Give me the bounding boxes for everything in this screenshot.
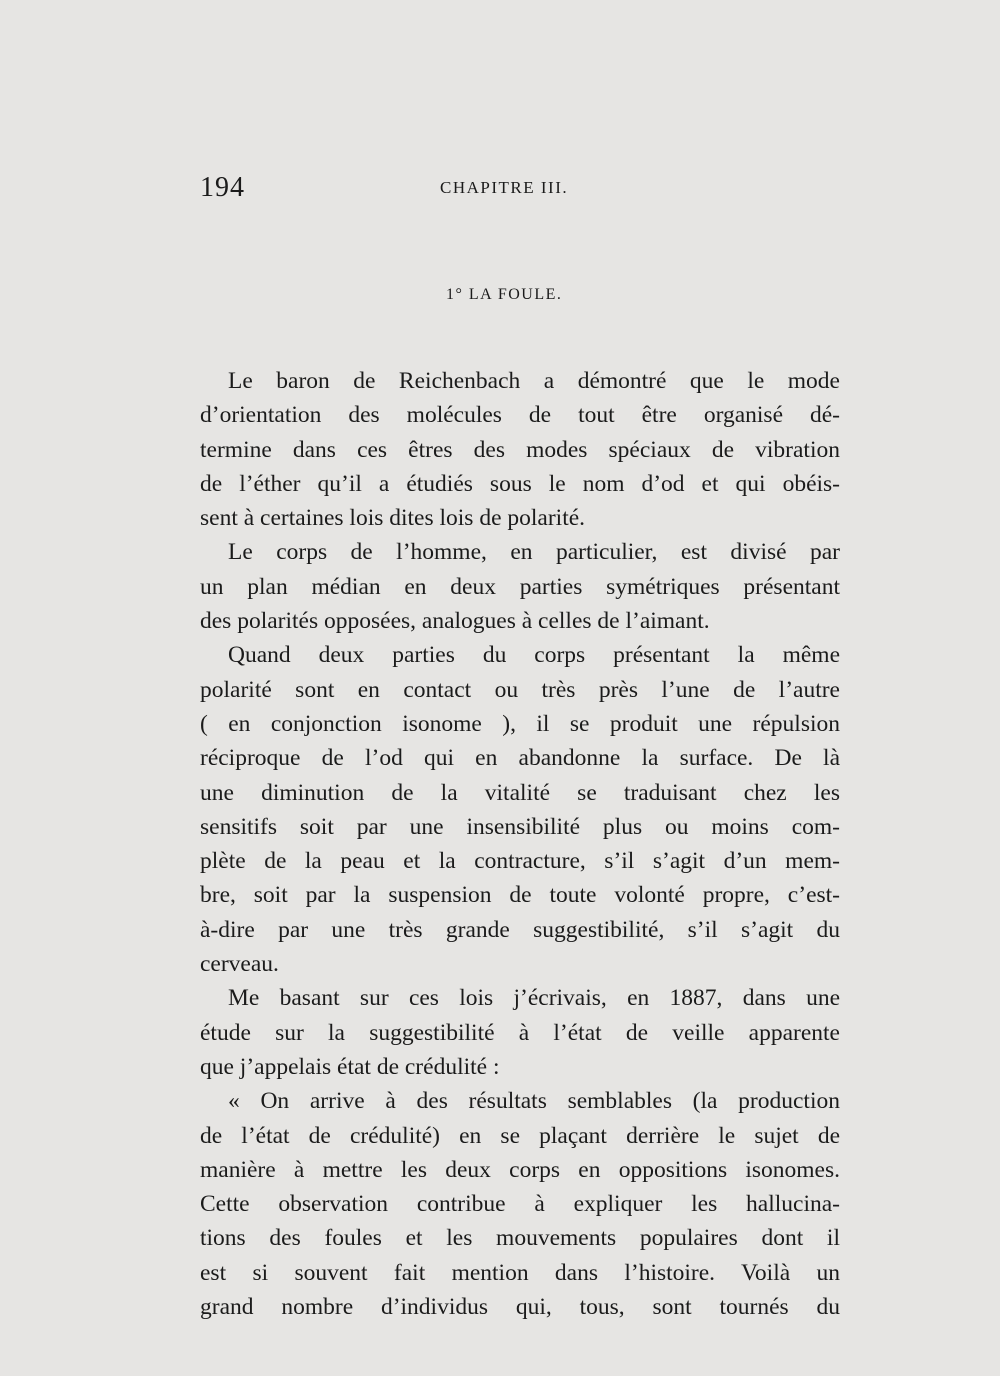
text-line: de l’état de crédulité) en se plaçant derrière le sujet de [200,1122,840,1149]
running-head [200,172,840,212]
text-line: bre, soit par la suspension de toute volonté propre, c’est- [200,882,840,909]
text-line: à-dire par une très grande suggestibilité, s’il s’agit du [200,916,840,943]
text-line: est si souvent fait mention dans l’histoire. Voilà un [200,1259,840,1286]
text-line: de l’éther qu’il a étudiés sous le nom d’od et qui obéis- [200,470,840,497]
text-line: ( en conjonction isonome ), il se produit une répulsion [200,710,840,737]
text-line: polarité sont en contact ou très près l’une de l’autre [200,676,840,703]
text-line: réciproque de l’od qui en abandonne la surface. De là [200,745,840,772]
text-line: cerveau. [200,951,279,978]
text-line: sensitifs soit par une insensibilité plus ou moins com- [200,813,840,840]
text-line: tions des foules et les mouvements populaires dont il [200,1225,840,1252]
text-line: des polarités opposées, analogues à celles de l’aimant. [200,608,710,635]
chapter-title: CHAPITRE III. [440,178,569,197]
section-heading: 1° LA FOULE. [446,286,563,303]
text-line: Le baron de Reichenbach a démontré que le mode [228,368,840,394]
body-text [200,366,840,1326]
page-number: 194 [200,172,245,203]
text-line: termine dans ces êtres des modes spéciaux de vibration [200,436,840,463]
text-line: étude sur la suggestibilité à l’état de veille apparente [200,1019,840,1046]
text-line: « On arrive à des résultats semblables (la production [228,1088,840,1115]
text-line: une diminution de la vitalité se traduisant chez les [200,779,840,806]
text-line: grand nombre d’individus qui, tous, sont tournés du [200,1294,840,1321]
text-line: Quand deux parties du corps présentant la même [228,642,840,669]
text-line: Le corps de l’homme, en particulier, est divisé par [228,539,840,566]
text-line: d’orientation des molécules de tout être organisé dé- [200,402,840,429]
text-line: Cette observation contribue à expliquer les hallucina- [200,1191,840,1218]
text-line: Me basant sur ces lois j’écrivais, en 1887, dans une [228,985,840,1012]
text-line: sent à certaines lois dites lois de polarité. [200,505,586,532]
text-line: manière à mettre les deux corps en oppositions isonomes. [200,1156,840,1183]
text-line: plète de la peau et la contracture, s’il s’agit d’un mem- [200,848,840,875]
text-line: un plan médian en deux parties symétriques présentant [200,573,840,600]
text-line: que j’appelais état de crédulité : [200,1053,500,1080]
